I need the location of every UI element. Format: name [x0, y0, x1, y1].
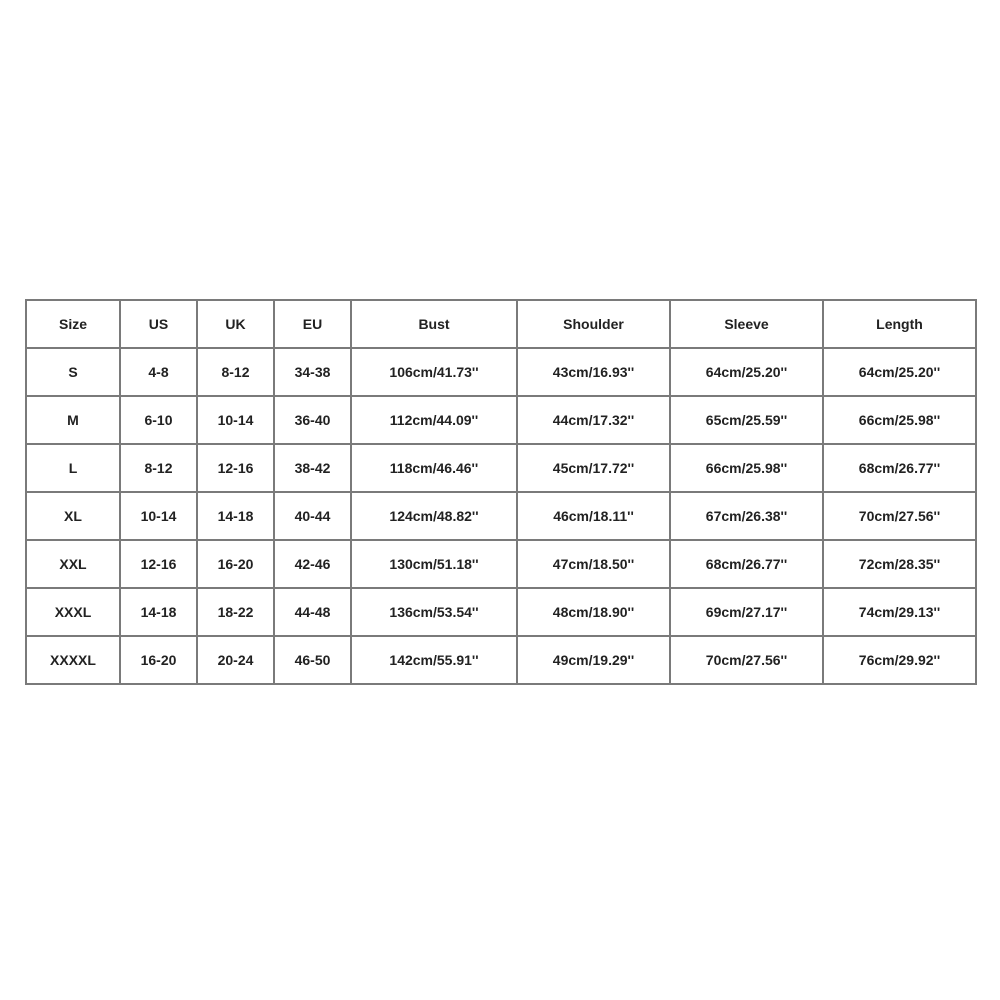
- header-eu: EU: [274, 300, 351, 348]
- cell-sleeve: 70cm/27.56'': [670, 636, 823, 684]
- cell-uk: 16-20: [197, 540, 274, 588]
- cell-bust: 118cm/46.46'': [351, 444, 517, 492]
- cell-us: 14-18: [120, 588, 197, 636]
- cell-eu: 38-42: [274, 444, 351, 492]
- size-chart-table: [25, 299, 977, 685]
- table-row: [26, 588, 976, 636]
- cell-sleeve: 65cm/25.59'': [670, 396, 823, 444]
- cell-size: XXXL: [26, 588, 120, 636]
- cell-sleeve: 67cm/26.38'': [670, 492, 823, 540]
- cell-sleeve: 68cm/26.77'': [670, 540, 823, 588]
- cell-shoulder: 45cm/17.72'': [517, 444, 670, 492]
- cell-eu: 36-40: [274, 396, 351, 444]
- table-row: [26, 636, 976, 684]
- cell-size: XXL: [26, 540, 120, 588]
- cell-shoulder: 46cm/18.11'': [517, 492, 670, 540]
- cell-eu: 44-48: [274, 588, 351, 636]
- cell-bust: 130cm/51.18'': [351, 540, 517, 588]
- cell-us: 10-14: [120, 492, 197, 540]
- cell-size: XL: [26, 492, 120, 540]
- cell-bust: 112cm/44.09'': [351, 396, 517, 444]
- cell-length: 74cm/29.13'': [823, 588, 976, 636]
- cell-uk: 18-22: [197, 588, 274, 636]
- cell-bust: 124cm/48.82'': [351, 492, 517, 540]
- header-bust: Bust: [351, 300, 517, 348]
- header-us: US: [120, 300, 197, 348]
- cell-shoulder: 43cm/16.93'': [517, 348, 670, 396]
- header-length: Length: [823, 300, 976, 348]
- table-row: [26, 492, 976, 540]
- cell-eu: 42-46: [274, 540, 351, 588]
- cell-us: 12-16: [120, 540, 197, 588]
- cell-sleeve: 69cm/27.17'': [670, 588, 823, 636]
- header-sleeve: Sleeve: [670, 300, 823, 348]
- cell-bust: 136cm/53.54'': [351, 588, 517, 636]
- table-row: [26, 396, 976, 444]
- cell-size: L: [26, 444, 120, 492]
- header-uk: UK: [197, 300, 274, 348]
- cell-eu: 34-38: [274, 348, 351, 396]
- cell-length: 64cm/25.20'': [823, 348, 976, 396]
- cell-length: 70cm/27.56'': [823, 492, 976, 540]
- cell-us: 4-8: [120, 348, 197, 396]
- cell-shoulder: 47cm/18.50'': [517, 540, 670, 588]
- cell-shoulder: 49cm/19.29'': [517, 636, 670, 684]
- cell-bust: 106cm/41.73'': [351, 348, 517, 396]
- cell-uk: 14-18: [197, 492, 274, 540]
- cell-uk: 12-16: [197, 444, 274, 492]
- cell-uk: 20-24: [197, 636, 274, 684]
- table-row: [26, 444, 976, 492]
- header-shoulder: Shoulder: [517, 300, 670, 348]
- table-row: [26, 540, 976, 588]
- cell-bust: 142cm/55.91'': [351, 636, 517, 684]
- cell-size: M: [26, 396, 120, 444]
- cell-uk: 10-14: [197, 396, 274, 444]
- cell-shoulder: 48cm/18.90'': [517, 588, 670, 636]
- cell-us: 16-20: [120, 636, 197, 684]
- cell-length: 72cm/28.35'': [823, 540, 976, 588]
- cell-size: XXXXL: [26, 636, 120, 684]
- cell-size: S: [26, 348, 120, 396]
- table-row: [26, 348, 976, 396]
- cell-length: 76cm/29.92'': [823, 636, 976, 684]
- cell-eu: 40-44: [274, 492, 351, 540]
- cell-length: 68cm/26.77'': [823, 444, 976, 492]
- cell-length: 66cm/25.98'': [823, 396, 976, 444]
- cell-sleeve: 66cm/25.98'': [670, 444, 823, 492]
- cell-us: 8-12: [120, 444, 197, 492]
- table-header-row: [26, 300, 976, 348]
- cell-uk: 8-12: [197, 348, 274, 396]
- cell-eu: 46-50: [274, 636, 351, 684]
- cell-shoulder: 44cm/17.32'': [517, 396, 670, 444]
- cell-sleeve: 64cm/25.20'': [670, 348, 823, 396]
- header-size: Size: [26, 300, 120, 348]
- cell-us: 6-10: [120, 396, 197, 444]
